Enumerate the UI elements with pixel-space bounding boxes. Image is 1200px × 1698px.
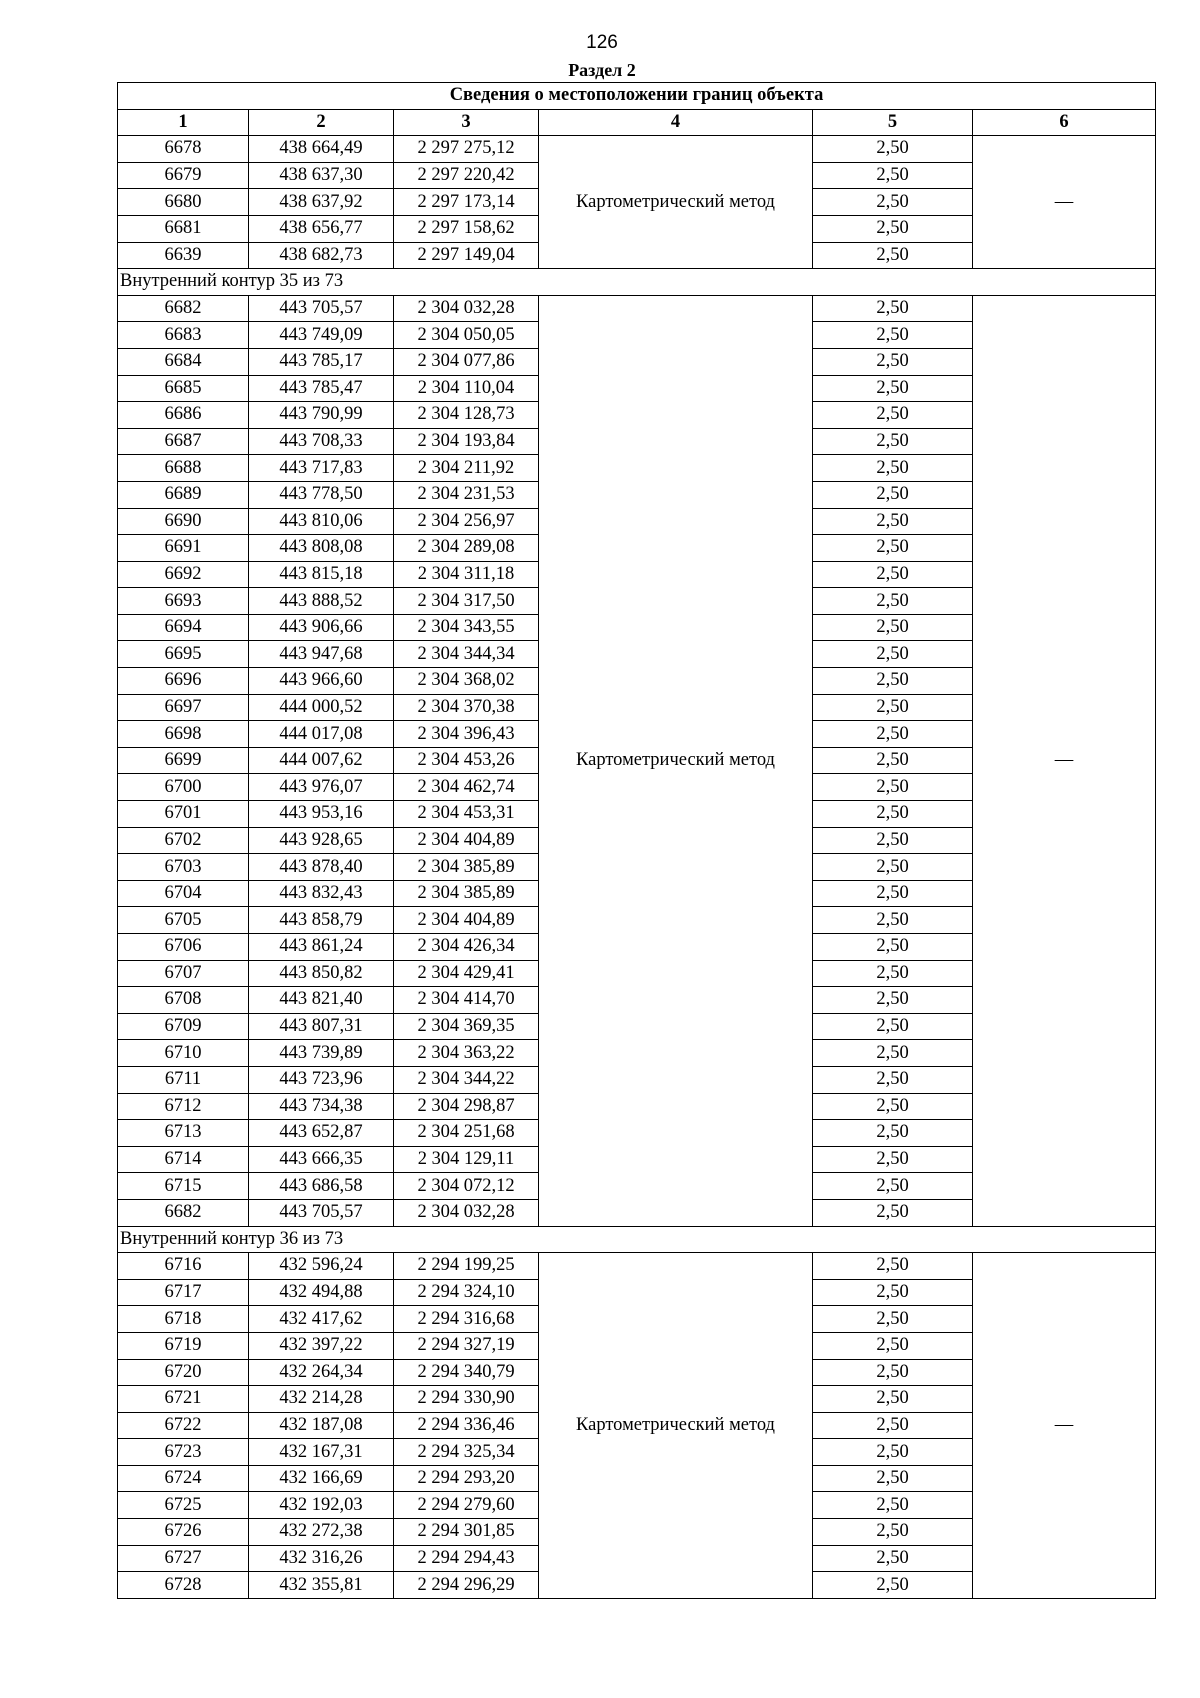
- coordinate-y: 2 304 429,41: [394, 960, 539, 987]
- point-number: 6724: [118, 1465, 249, 1492]
- point-number: 6702: [118, 827, 249, 854]
- point-number: 6721: [118, 1386, 249, 1413]
- accuracy-value: 2,50: [813, 1120, 973, 1147]
- coordinate-x: 444 017,08: [249, 721, 394, 748]
- coordinate-x: 438 637,92: [249, 189, 394, 216]
- coordinate-y: 2 304 344,22: [394, 1066, 539, 1093]
- coordinate-x: 438 637,30: [249, 162, 394, 189]
- accuracy-value: 2,50: [813, 934, 973, 961]
- accuracy-value: 2,50: [813, 1013, 973, 1040]
- coordinate-y: 2 304 370,38: [394, 694, 539, 721]
- accuracy-value: 2,50: [813, 774, 973, 801]
- coordinate-x: 432 166,69: [249, 1465, 394, 1492]
- point-number: 6711: [118, 1066, 249, 1093]
- accuracy-value: 2,50: [813, 1359, 973, 1386]
- coordinate-x: 443 815,18: [249, 561, 394, 588]
- page-number: 126: [586, 32, 618, 53]
- coordinate-x: 432 264,34: [249, 1359, 394, 1386]
- coordinate-y: 2 304 369,35: [394, 1013, 539, 1040]
- coordinate-x: 443 708,33: [249, 428, 394, 455]
- accuracy-value: 2,50: [813, 1519, 973, 1546]
- description-cell: —: [973, 1253, 1156, 1599]
- accuracy-value: 2,50: [813, 1093, 973, 1120]
- coordinate-x: 443 878,40: [249, 854, 394, 881]
- accuracy-value: 2,50: [813, 348, 973, 375]
- coordinate-y: 2 304 404,89: [394, 907, 539, 934]
- point-number: 6686: [118, 402, 249, 429]
- coordinate-x: 443 810,06: [249, 508, 394, 535]
- coordinate-x: 443 734,38: [249, 1093, 394, 1120]
- accuracy-value: 2,50: [813, 1332, 973, 1359]
- coordinate-y: 2 294 293,20: [394, 1465, 539, 1492]
- column-header: 5: [813, 109, 973, 136]
- point-number: 6693: [118, 588, 249, 615]
- description-cell: —: [973, 295, 1156, 1226]
- coordinate-y: 2 304 110,04: [394, 375, 539, 402]
- accuracy-value: 2,50: [813, 295, 973, 322]
- accuracy-value: 2,50: [813, 801, 973, 828]
- coordinate-x: 443 966,60: [249, 668, 394, 695]
- coordinate-y: 2 304 211,92: [394, 455, 539, 482]
- coordinate-x: 432 596,24: [249, 1253, 394, 1280]
- point-number: 6698: [118, 721, 249, 748]
- coordinate-x: 443 785,47: [249, 375, 394, 402]
- boundary-table: [117, 82, 1156, 1599]
- point-number: 6701: [118, 801, 249, 828]
- coordinate-y: 2 304 251,68: [394, 1120, 539, 1147]
- point-number: 6703: [118, 854, 249, 881]
- accuracy-value: 2,50: [813, 1412, 973, 1439]
- accuracy-value: 2,50: [813, 508, 973, 535]
- description-cell: —: [973, 136, 1156, 269]
- coordinate-y: 2 304 289,08: [394, 535, 539, 562]
- accuracy-value: 2,50: [813, 481, 973, 508]
- coordinate-x: 443 785,17: [249, 348, 394, 375]
- coordinate-y: 2 304 311,18: [394, 561, 539, 588]
- coordinate-x: 443 749,09: [249, 322, 394, 349]
- point-number: 6688: [118, 455, 249, 482]
- coordinate-x: 443 888,52: [249, 588, 394, 615]
- point-number: 6685: [118, 375, 249, 402]
- accuracy-value: 2,50: [813, 535, 973, 562]
- coordinate-y: 2 304 368,02: [394, 668, 539, 695]
- column-header: 6: [973, 109, 1156, 136]
- point-number: 6720: [118, 1359, 249, 1386]
- coordinate-y: 2 304 193,84: [394, 428, 539, 455]
- point-number: 6708: [118, 987, 249, 1014]
- coordinate-y: 2 304 317,50: [394, 588, 539, 615]
- point-number: 6715: [118, 1173, 249, 1200]
- point-number: 6691: [118, 535, 249, 562]
- coordinate-x: 443 906,66: [249, 614, 394, 641]
- accuracy-value: 2,50: [813, 614, 973, 641]
- point-number: 6709: [118, 1013, 249, 1040]
- accuracy-value: 2,50: [813, 588, 973, 615]
- accuracy-value: 2,50: [813, 428, 973, 455]
- accuracy-value: 2,50: [813, 375, 973, 402]
- accuracy-value: 2,50: [813, 1253, 973, 1280]
- table-row: [118, 136, 1156, 163]
- coordinate-x: 432 494,88: [249, 1279, 394, 1306]
- point-number: 6694: [118, 614, 249, 641]
- coordinate-y: 2 304 414,70: [394, 987, 539, 1014]
- accuracy-value: 2,50: [813, 1279, 973, 1306]
- coordinate-y: 2 294 296,29: [394, 1572, 539, 1599]
- coordinate-y: 2 294 336,46: [394, 1412, 539, 1439]
- column-header-row: [118, 109, 1156, 136]
- point-number: 6718: [118, 1306, 249, 1333]
- point-number: 6712: [118, 1093, 249, 1120]
- coordinate-y: 2 304 072,12: [394, 1173, 539, 1200]
- point-number: 6683: [118, 322, 249, 349]
- coordinate-x: 443 807,31: [249, 1013, 394, 1040]
- point-number: 6723: [118, 1439, 249, 1466]
- coordinate-x: 444 000,52: [249, 694, 394, 721]
- point-number: 6719: [118, 1332, 249, 1359]
- coordinate-x: 443 778,50: [249, 481, 394, 508]
- accuracy-value: 2,50: [813, 215, 973, 242]
- accuracy-value: 2,50: [813, 987, 973, 1014]
- coordinate-x: 443 686,58: [249, 1173, 394, 1200]
- coordinate-y: 2 294 279,60: [394, 1492, 539, 1519]
- coordinate-x: 443 821,40: [249, 987, 394, 1014]
- coordinate-x: 443 928,65: [249, 827, 394, 854]
- accuracy-value: 2,50: [813, 1146, 973, 1173]
- coordinate-x: 443 705,57: [249, 295, 394, 322]
- coordinate-x: 432 417,62: [249, 1306, 394, 1333]
- coordinate-y: 2 304 453,26: [394, 747, 539, 774]
- coordinate-y: 2 304 032,28: [394, 295, 539, 322]
- accuracy-value: 2,50: [813, 1545, 973, 1572]
- coordinate-y: 2 297 158,62: [394, 215, 539, 242]
- coordinate-x: 443 832,43: [249, 880, 394, 907]
- accuracy-value: 2,50: [813, 1386, 973, 1413]
- coordinate-x: 443 652,87: [249, 1120, 394, 1147]
- coordinate-y: 2 304 453,31: [394, 801, 539, 828]
- accuracy-value: 2,50: [813, 242, 973, 269]
- accuracy-value: 2,50: [813, 561, 973, 588]
- accuracy-value: 2,50: [813, 189, 973, 216]
- coordinate-y: 2 304 404,89: [394, 827, 539, 854]
- accuracy-value: 2,50: [813, 455, 973, 482]
- coordinate-y: 2 304 385,89: [394, 854, 539, 881]
- coordinate-x: 432 397,22: [249, 1332, 394, 1359]
- accuracy-value: 2,50: [813, 162, 973, 189]
- accuracy-value: 2,50: [813, 907, 973, 934]
- coordinate-y: 2 304 050,05: [394, 322, 539, 349]
- coordinate-x: 444 007,62: [249, 747, 394, 774]
- point-number: 6681: [118, 215, 249, 242]
- point-number: 6706: [118, 934, 249, 961]
- accuracy-value: 2,50: [813, 1199, 973, 1226]
- coordinate-x: 443 739,89: [249, 1040, 394, 1067]
- point-number: 6696: [118, 668, 249, 695]
- coordinate-y: 2 294 316,68: [394, 1306, 539, 1333]
- coordinate-y: 2 304 396,43: [394, 721, 539, 748]
- accuracy-value: 2,50: [813, 694, 973, 721]
- section-title: Раздел 2: [568, 60, 636, 80]
- point-number: 6689: [118, 481, 249, 508]
- coordinate-x: 443 953,16: [249, 801, 394, 828]
- coordinate-y: 2 304 129,11: [394, 1146, 539, 1173]
- point-number: 6727: [118, 1545, 249, 1572]
- coordinate-x: 443 717,83: [249, 455, 394, 482]
- coordinate-x: 443 723,96: [249, 1066, 394, 1093]
- coordinate-y: 2 304 032,28: [394, 1199, 539, 1226]
- coordinate-y: 2 294 325,34: [394, 1439, 539, 1466]
- coordinate-y: 2 304 462,74: [394, 774, 539, 801]
- coordinate-x: 438 682,73: [249, 242, 394, 269]
- point-number: 6700: [118, 774, 249, 801]
- contour-row: [118, 269, 1156, 296]
- coordinate-x: 438 656,77: [249, 215, 394, 242]
- coordinate-y: 2 304 231,53: [394, 481, 539, 508]
- accuracy-value: 2,50: [813, 1572, 973, 1599]
- coordinate-x: 443 850,82: [249, 960, 394, 987]
- accuracy-value: 2,50: [813, 827, 973, 854]
- coordinate-x: 443 858,79: [249, 907, 394, 934]
- coordinate-y: 2 294 324,10: [394, 1279, 539, 1306]
- point-number: 6726: [118, 1519, 249, 1546]
- accuracy-value: 2,50: [813, 1066, 973, 1093]
- table-title: Сведения о местоположении границ объекта: [118, 83, 1156, 110]
- coordinate-x: 432 187,08: [249, 1412, 394, 1439]
- coordinate-y: 2 294 327,19: [394, 1332, 539, 1359]
- accuracy-value: 2,50: [813, 880, 973, 907]
- point-number: 6678: [118, 136, 249, 163]
- accuracy-value: 2,50: [813, 1306, 973, 1333]
- coordinate-x: 443 976,07: [249, 774, 394, 801]
- coordinate-y: 2 304 426,34: [394, 934, 539, 961]
- coordinate-y: 2 304 256,97: [394, 508, 539, 535]
- point-number: 6682: [118, 1199, 249, 1226]
- coordinate-y: 2 304 128,73: [394, 402, 539, 429]
- method-cell: Картометрический метод: [539, 1253, 813, 1599]
- point-number: 6699: [118, 747, 249, 774]
- accuracy-value: 2,50: [813, 402, 973, 429]
- coordinate-y: 2 304 385,89: [394, 880, 539, 907]
- accuracy-value: 2,50: [813, 1173, 973, 1200]
- coordinate-y: 2 304 298,87: [394, 1093, 539, 1120]
- point-number: 6692: [118, 561, 249, 588]
- accuracy-value: 2,50: [813, 1439, 973, 1466]
- accuracy-value: 2,50: [813, 747, 973, 774]
- coordinate-y: 2 294 301,85: [394, 1519, 539, 1546]
- accuracy-value: 2,50: [813, 136, 973, 163]
- accuracy-value: 2,50: [813, 1492, 973, 1519]
- point-number: 6714: [118, 1146, 249, 1173]
- accuracy-value: 2,50: [813, 1040, 973, 1067]
- point-number: 6680: [118, 189, 249, 216]
- coordinate-x: 443 705,57: [249, 1199, 394, 1226]
- coordinate-x: 432 167,31: [249, 1439, 394, 1466]
- coordinate-x: 443 861,24: [249, 934, 394, 961]
- table-row: [118, 1253, 1156, 1280]
- point-number: 6687: [118, 428, 249, 455]
- accuracy-value: 2,50: [813, 322, 973, 349]
- accuracy-value: 2,50: [813, 1465, 973, 1492]
- coordinate-y: 2 297 149,04: [394, 242, 539, 269]
- coordinate-y: 2 294 340,79: [394, 1359, 539, 1386]
- point-number: 6682: [118, 295, 249, 322]
- coordinate-x: 432 316,26: [249, 1545, 394, 1572]
- point-number: 6690: [118, 508, 249, 535]
- table-row: [118, 295, 1156, 322]
- coordinate-y: 2 304 077,86: [394, 348, 539, 375]
- accuracy-value: 2,50: [813, 721, 973, 748]
- coordinate-x: 432 355,81: [249, 1572, 394, 1599]
- contour-label: Внутренний контур 35 из 73: [118, 269, 1156, 296]
- coordinate-y: 2 297 173,14: [394, 189, 539, 216]
- coordinate-y: 2 294 294,43: [394, 1545, 539, 1572]
- accuracy-value: 2,50: [813, 641, 973, 668]
- point-number: 6695: [118, 641, 249, 668]
- coordinate-y: 2 294 199,25: [394, 1253, 539, 1280]
- table-title-row: [118, 83, 1156, 110]
- coordinate-x: 438 664,49: [249, 136, 394, 163]
- point-number: 6639: [118, 242, 249, 269]
- point-number: 6717: [118, 1279, 249, 1306]
- point-number: 6722: [118, 1412, 249, 1439]
- column-header: 3: [394, 109, 539, 136]
- method-cell: Картометрический метод: [539, 136, 813, 269]
- column-header: 2: [249, 109, 394, 136]
- column-header: 4: [539, 109, 813, 136]
- coordinate-x: 432 192,03: [249, 1492, 394, 1519]
- coordinate-y: 2 297 220,42: [394, 162, 539, 189]
- coordinate-y: 2 304 343,55: [394, 614, 539, 641]
- contour-label: Внутренний контур 36 из 73: [118, 1226, 1156, 1253]
- point-number: 6704: [118, 880, 249, 907]
- point-number: 6725: [118, 1492, 249, 1519]
- coordinate-y: 2 304 363,22: [394, 1040, 539, 1067]
- coordinate-x: 443 666,35: [249, 1146, 394, 1173]
- accuracy-value: 2,50: [813, 854, 973, 881]
- accuracy-value: 2,50: [813, 668, 973, 695]
- point-number: 6728: [118, 1572, 249, 1599]
- coordinate-x: 432 272,38: [249, 1519, 394, 1546]
- coordinate-x: 443 808,08: [249, 535, 394, 562]
- coordinate-y: 2 297 275,12: [394, 136, 539, 163]
- point-number: 6679: [118, 162, 249, 189]
- contour-row: [118, 1226, 1156, 1253]
- coordinate-y: 2 294 330,90: [394, 1386, 539, 1413]
- point-number: 6684: [118, 348, 249, 375]
- point-number: 6697: [118, 694, 249, 721]
- accuracy-value: 2,50: [813, 960, 973, 987]
- coordinate-x: 432 214,28: [249, 1386, 394, 1413]
- point-number: 6707: [118, 960, 249, 987]
- point-number: 6710: [118, 1040, 249, 1067]
- point-number: 6705: [118, 907, 249, 934]
- coordinate-x: 443 790,99: [249, 402, 394, 429]
- column-header: 1: [118, 109, 249, 136]
- coordinate-x: 443 947,68: [249, 641, 394, 668]
- method-cell: Картометрический метод: [539, 295, 813, 1226]
- coordinate-y: 2 304 344,34: [394, 641, 539, 668]
- point-number: 6716: [118, 1253, 249, 1280]
- point-number: 6713: [118, 1120, 249, 1147]
